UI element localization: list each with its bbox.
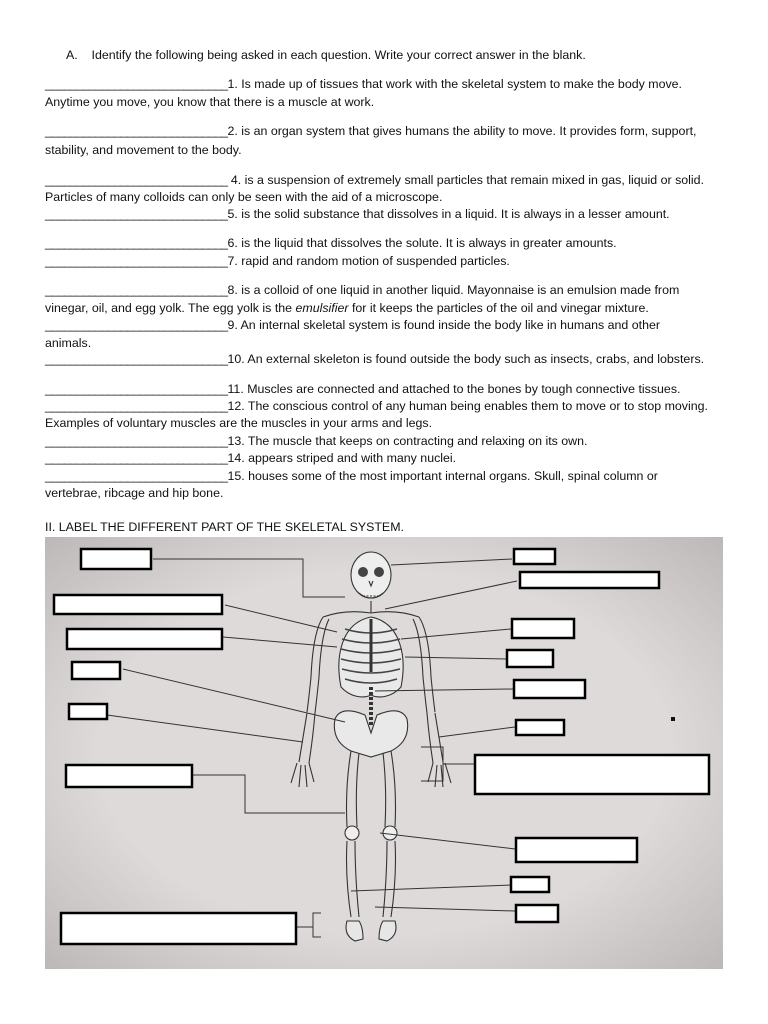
- question-15-text: 15. houses some of the most important internal organs. Skull, spinal column or: [227, 469, 658, 483]
- question-15: [45, 468, 735, 486]
- label-box-10[interactable]: [512, 619, 574, 638]
- label-box-8[interactable]: [514, 549, 555, 564]
- answer-blank-10[interactable]: _____________________________: [45, 352, 228, 366]
- question-4-text: 4. is a suspension of extremely small particles that remain mixed in gas, liquid or solid.: [227, 173, 705, 187]
- question-2-cont: stability, and movement to the body.: [45, 143, 242, 157]
- label-box-15[interactable]: [516, 838, 637, 862]
- answer-blank-1[interactable]: _____________________________: [45, 77, 228, 91]
- question-13: [45, 433, 735, 451]
- label-box-17[interactable]: [516, 905, 558, 922]
- question-8: [45, 282, 735, 300]
- label-box-1[interactable]: [81, 549, 151, 569]
- question-1-text: 1. Is made up of tissues that work with the skeletal system to make the body move.: [227, 77, 682, 91]
- question-11: [45, 381, 735, 399]
- answer-blank-9[interactable]: _____________________________: [45, 318, 228, 332]
- question-10-text: 10. An external skeleton is found outside the body such as insects, crabs, and lobsters.: [227, 352, 705, 366]
- answer-blank-13[interactable]: _____________________________: [45, 434, 228, 448]
- instruction-text: Identify the following being asked in each question. Write your correct answer in the blank.: [91, 48, 586, 62]
- answer-blank-2[interactable]: _____________________________: [45, 124, 228, 138]
- answer-blank-5[interactable]: _____________________________: [45, 207, 228, 221]
- question-9: [45, 317, 735, 335]
- question-1-cont: Anytime you move, you know that there is a muscle at work.: [45, 95, 375, 109]
- answer-blank-14[interactable]: _____________________________: [45, 451, 228, 465]
- question-8-cont: [45, 300, 735, 318]
- question-4: [45, 172, 735, 190]
- question-7: [45, 253, 735, 271]
- label-box-9[interactable]: [520, 572, 659, 588]
- label-box-7[interactable]: [61, 913, 296, 944]
- instruction-line: [66, 47, 756, 65]
- answer-blank-6[interactable]: _____________________________: [45, 236, 228, 250]
- question-8-cont-a: vinegar, oil, and egg yolk. The egg yolk is the: [45, 301, 296, 315]
- question-14-text: 14. appears striped and with many nuclei.: [227, 451, 457, 465]
- question-8-cont-b: for it keeps the particles of the oil and vinegar mixture.: [348, 301, 649, 315]
- question-15-cont: vertebrae, ribcage and hip bone.: [45, 486, 224, 500]
- label-box-2[interactable]: [54, 595, 222, 614]
- question-2: [45, 123, 735, 141]
- answer-blank-12[interactable]: _____________________________: [45, 399, 228, 413]
- skeleton-diagram-photo: [45, 537, 723, 969]
- skeleton-diagram: [45, 537, 723, 969]
- answer-blank-7[interactable]: _____________________________: [45, 254, 228, 268]
- question-5: [45, 206, 735, 224]
- question-10: [45, 351, 735, 369]
- answer-blank-8[interactable]: _____________________________: [45, 283, 228, 297]
- question-12-text: 12. The conscious control of any human being enables them to move or to stop moving.: [227, 399, 708, 413]
- label-box-3[interactable]: [67, 629, 222, 649]
- question-9-cont: animals.: [45, 336, 92, 350]
- part2-title: II. LABEL THE DIFFERENT PART OF THE SKELETAL SYSTEM.: [45, 520, 404, 534]
- label-box-12[interactable]: [514, 680, 585, 698]
- question-12: [45, 398, 735, 416]
- emulsifier-term: emulsifier: [295, 301, 349, 315]
- question-2-text: 2. is an organ system that gives humans the ability to move. It provides form, support,: [227, 124, 697, 138]
- answer-blank-11[interactable]: _____________________________: [45, 382, 228, 396]
- question-5-text: 5. is the solid substance that dissolves in a liquid. It is always in a lesser amount.: [227, 207, 670, 221]
- question-6: [45, 235, 735, 253]
- label-box-11[interactable]: [507, 650, 553, 667]
- label-box-4[interactable]: [72, 662, 120, 679]
- instruction-marker: A.: [66, 48, 78, 62]
- label-box-16[interactable]: [511, 877, 549, 892]
- label-box-14[interactable]: [475, 755, 709, 794]
- question-7-text: 7. rapid and random motion of suspended particles.: [227, 254, 510, 268]
- question-9-text: 9. An internal skeletal system is found inside the body like in humans and other: [227, 318, 660, 332]
- question-1: [45, 76, 735, 94]
- label-box-5[interactable]: [69, 704, 107, 719]
- question-14: [45, 450, 735, 468]
- question-11-text: 11. Muscles are connected and attached to the bones by tough connective tissues.: [227, 382, 681, 396]
- answer-blank-15[interactable]: _____________________________: [45, 469, 228, 483]
- question-4-cont: Particles of many colloids can only be seen with the aid of a microscope.: [45, 190, 443, 204]
- question-8-text: 8. is a colloid of one liquid in another liquid. Mayonnaise is an emulsion made from: [227, 283, 680, 297]
- label-box-13[interactable]: [516, 720, 564, 735]
- answer-blank-4[interactable]: _____________________________: [45, 173, 228, 187]
- question-13-text: 13. The muscle that keeps on contracting and relaxing on its own.: [227, 434, 588, 448]
- label-box-6[interactable]: [66, 765, 192, 787]
- question-12-cont: Examples of voluntary muscles are the muscles in your arms and legs.: [45, 416, 433, 430]
- question-6-text: 6. is the liquid that dissolves the solute. It is always in greater amounts.: [227, 236, 617, 250]
